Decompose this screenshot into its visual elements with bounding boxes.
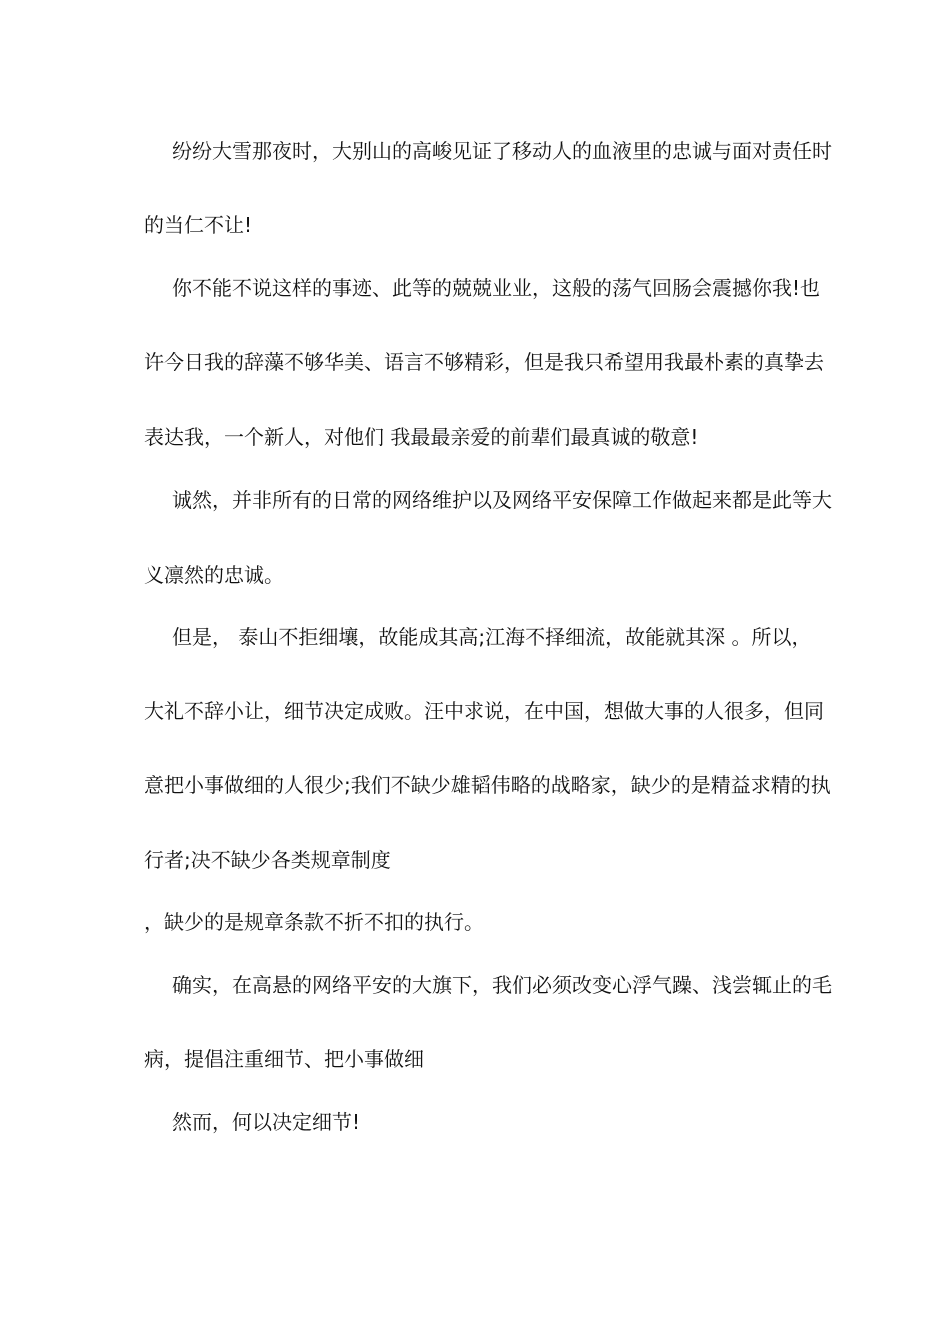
paragraph-4-line-4: 行者;决不缺少各类规章制度 — [144, 848, 391, 872]
paragraph-6-line-1: 然而，何以决定细节! — [172, 1110, 361, 1134]
paragraph-4-line-5: ，缺少的是规章条款不折不扣的执行。 — [144, 910, 484, 934]
paragraph-2-line-1: 你不能不说这样的事迹、此等的兢兢业业，这般的荡气回肠会震撼你我!也 — [172, 276, 821, 300]
paragraph-4-line-3: 意把小事做细的人很少;我们不缺少雄韬伟略的战略家，缺少的是精益求精的执 — [144, 773, 831, 797]
paragraph-1-line-1: 纷纷大雪那夜时，大别山的高峻见证了移动人的血液里的忠诚与面对责任时 — [172, 139, 832, 163]
paragraph-4-line-2: 大礼不辞小让，细节决定成败。汪中求说，在中国，想做大事的人很多，但同 — [144, 699, 824, 723]
paragraph-1-line-2: 的当仁不让! — [144, 213, 253, 237]
paragraph-3-line-1: 诚然，并非所有的日常的网络维护以及网络平安保障工作做起来都是此等大 — [172, 488, 832, 512]
paragraph-4-line-1: 但是， 泰山不拒细壤，故能成其高;江海不择细流，故能就其深 。所以， — [172, 625, 812, 649]
paragraph-2-line-3: 表达我，一个新人，对他们 我最最亲爱的前辈们最真诚的敬意! — [144, 425, 699, 449]
paragraph-5-line-1: 确实，在高悬的网络平安的大旗下，我们必须改变心浮气躁、浅尝辄止的毛 — [172, 973, 832, 997]
paragraph-3-line-2: 义凛然的忠诚。 — [144, 563, 284, 587]
paragraph-2-line-2: 许今日我的辞藻不够华美、语言不够精彩，但是我只希望用我最朴素的真挚去 — [144, 350, 824, 374]
paragraph-5-line-2: 病，提倡注重细节、把小事做细 — [144, 1047, 424, 1071]
